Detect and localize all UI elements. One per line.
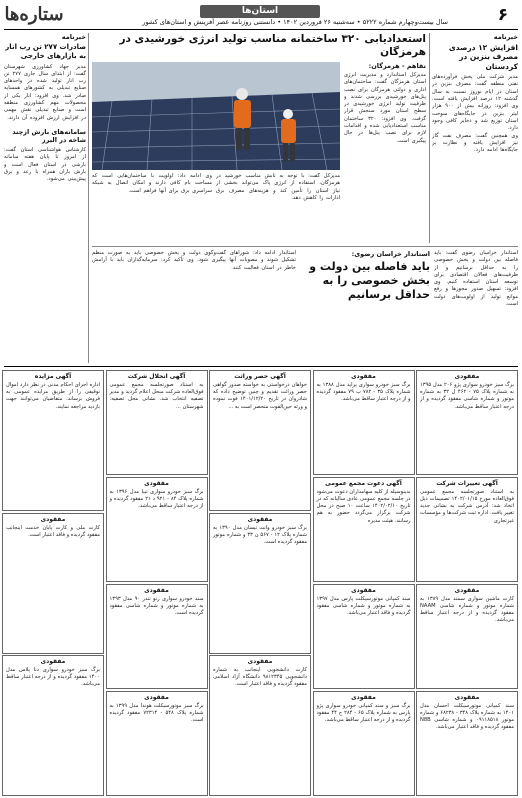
- classified-ads-area: [4, 370, 518, 794]
- classified-ad: [416, 691, 518, 796]
- newspaper-logo: ستاره‌ها: [4, 4, 64, 25]
- ad-text: به استناد صورتجلسه مجمع عمومی فوق‌العاده مورخ ۱۴۰۲/۰۱/۱۵ تصمیمات ذیل اتخاذ شد: آدرس شرکت به نشانی جدید تغییر یافت. اداره ثبت شرکت‌ها و مؤسسات غیرتجاری: [420, 488, 514, 524]
- ad-title: مفقودی: [454, 373, 480, 380]
- ad-text: کارت ملی و کارت پایان خدمت اینجانب مفقود گردیده و فاقد اعتبار است.: [6, 524, 100, 538]
- classified-ad: [416, 584, 518, 689]
- ad-text: برگ سبز خودرو سواری تیبا مدل ۱۳۹۶ به شماره پلاک ۸۴ - ۹۲۱ د ۲۱ مفقود گردیده و از درجه اعتبار ساقط می‌باشد.: [109, 488, 204, 510]
- ad-text: برگ سبز و سند کمپانی خودرو سواری پژو پارس به شماره پلاک ۶۵ - ۲۸۴ ج ۴۴ مفقود گردیده و از درجه اعتبار ساقط می‌باشد.: [316, 702, 411, 724]
- classified-ad: [106, 477, 208, 582]
- left-body: مدیر جهاد کشاورزی شهرستان گفت: از ابتدای سال جاری ۲۷۷ تن رب انار تولید شده در واحدهای صنایع تبدیلی به کشورهای همسایه صادر شد. وی افزود: انار یکی از محصولات مهم کشاورزی منطقه است و صنایع تبدیلی نقش مهمی در افزایش ارزش افزوده آن دارند.: [4, 63, 86, 121]
- right-news-column: [432, 33, 518, 243]
- ad-title: آگهی حصر وراثت: [234, 373, 286, 380]
- lead-body-2: مدیرکل گفت: با توجه به تابش مناسب خورشید در هرمزگان، استفاده از انرژی پاک می‌تواند بخشی از نیاز استان را تأمین کند و هزینه‌های مصرف برق ادارات را کاهش دهد.: [216, 173, 340, 201]
- ad-text: به استناد صورتجلسه مجمع عمومی فوق‌العاده شرکت منحل اعلام گردید و مدیر تصفیه انتخاب شد. نشانی محل تصفیه: شهرستان ...: [109, 382, 204, 410]
- divider: [88, 33, 89, 363]
- ad-text: کارت ماشین سواری سمند مدل ۱۳۸۹ به شماره موتور و شماره شاسی NAAM مفقود گردیده و از درجه اعتبار ساقط می‌باشد.: [420, 595, 514, 624]
- left-headline-2: سامانه‌های بارش ازچند شاخه در البرز: [12, 127, 86, 144]
- left-headline: صادرات ۲۷۷ تن رب انار به بازارهای خارجی: [5, 43, 86, 60]
- ad-text: برگ سبز خودرو وانت نیسان مدل ۱۳۹۰ به شماره پلاک ۱۲ - ۵۶۷ ن ۳۳ و شماره موتور مفقود گردیده است.: [213, 524, 308, 545]
- ad-text: کارت دانشجویی اینجانب به شماره دانشجویی ۹۸۱۲۳۴۵ دانشگاه آزاد اسلامی مفقود گردیده و فاقد اعتبار است.: [213, 667, 307, 688]
- ad-title: آگهی مزایده: [34, 373, 72, 380]
- lead-body-3: وی ادامه داد: اولویت با ساختمان‌هایی است که مساحت بام کافی دارند و امکان اتصال به شبکه سراسری برق برای آنها فراهم است.: [92, 173, 212, 194]
- classified-ad: [416, 370, 518, 475]
- solar-panel-photo: [92, 62, 340, 170]
- feature-column-1: [434, 250, 518, 362]
- ad-title: مفقودی: [144, 586, 169, 594]
- lead-column-2: [216, 173, 340, 243]
- ad-title: مفقودی: [40, 515, 66, 523]
- ad-title: آگهی تغییرات شرکت: [436, 479, 498, 487]
- classified-ad: [106, 691, 208, 796]
- right-body-2: وی همچنین گفت: مصرف نفت گاز نیز افزایش یافته و نظارت بر جایگاه‌ها ادامه دارد.: [432, 132, 518, 154]
- ad-text: سند خودرو سواری رنو تندر ۹۰ مدل ۱۳۹۳ به شماره موتور و شماره شاسی مفقود گردیده است.: [109, 595, 204, 617]
- page-number: ۶: [497, 5, 509, 25]
- ad-title: آگهی دعوت مجمع عمومی: [325, 479, 402, 487]
- ad-title: مفقودی: [454, 586, 480, 594]
- right-kicker: خبرنامه: [493, 33, 518, 41]
- ad-title: مفقودی: [351, 586, 376, 594]
- left-news-column: [4, 33, 86, 363]
- divider: [92, 246, 518, 247]
- ad-text: بدینوسیله از کلیه سهامداران دعوت می‌شود در جلسه مجمع عمومی عادی سالیانه که در تاریخ ۱۴۰۲/۰۲/۱۰ ساعت ۱۰ صبح در محل شرکت برگزار می‌گردد حضور به هم رسانند. هیئت مدیره: [316, 488, 411, 524]
- lead-dateline: نقاهم - هرمزگان:: [368, 62, 426, 70]
- ad-text: برگ سبز موتورسیکلت هوندا مدل ۱۳۹۹ به شماره پلاک ۵۴۸ - ۷۲۳۱۴ مفقود گردیده است.: [109, 702, 204, 724]
- ad-title: مفقودی: [247, 658, 273, 665]
- lead-headline-box: [92, 33, 426, 59]
- classified-ad: [209, 513, 311, 654]
- classified-ad: [2, 655, 104, 796]
- ad-text: سند کمپانی موتورسیکلت احسان مدل ۱۴۰۱ به شماره پلاک ۳۴۸ - ۶۸۲۳۸ و شماره موتور ۰۹۱۱۸۵۱۸ و شماره شاسی N8B مفقود گردیده و فاقد اعتبار می‌باشد.: [420, 702, 515, 731]
- classified-ad: [313, 584, 415, 689]
- feature-body: استاندار خراسان رضوی گفت: باید فاصله بین دولت و بخش خصوصی را به حداقل برسانیم و از ظرفیت‌های فعالان اقتصادی برای توسعه استان استفاده کنیم. وی افزود: تسهیل صدور مجوزها و رفع موانع تولید از اولویت‌های دولت است.: [434, 250, 518, 308]
- classified-ad: [416, 477, 518, 582]
- masthead-rule: [4, 29, 518, 30]
- classified-ad: [2, 513, 104, 654]
- ad-title: مفقودی: [144, 693, 169, 701]
- left-body-2: کارشناس هواشناسی استان گفت: از امروز تا پایان هفته سامانه بارشی در استان فعال است و بارش باران همراه با رعد و برق پیش‌بینی می‌شود.: [4, 147, 86, 183]
- ad-text: سند کمپانی موتورسیکلت پارس مدل ۱۳۹۷ به شماره موتور و شماره شاسی مفقود گردیده و فاقد اعتبار می‌باشد.: [316, 595, 411, 617]
- lead-headline: استعدادیابی ۳۲۰ ساختمانه مناسب تولید انرژی خورشیدی در هرمزگان: [119, 33, 426, 59]
- right-body: مدیر شرکت ملی پخش فرآورده‌های نفتی منطقه گفت: مصرف بنزین در استان در ایام نوروز نسبت به سال گذشته ۱۲ درصد افزایش یافته است. وی افزود: روزانه بیش از ۹۰۰ هزار لیتر بنزین در جایگاه‌های سوخت استان توزیع شد و ذخایر کافی وجود دارد.: [432, 74, 518, 132]
- ad-text: برگ سبز خودرو سواری دنا پلاس مدل ۱۴۰۰ مفقود گردیده و از درجه اعتبار ساقط می‌باشد.: [6, 667, 100, 688]
- ad-text: خواهان درخواستی به خواسته صدور گواهی حصر وراثت تقدیم و چنین توضیح داده که شادروان در تاریخ ۱۴۰۱/۱۲/۲۰ فوت نموده و ورثه حین‌الفوت منحصر است به ...: [213, 382, 307, 410]
- feature-column-2: [92, 250, 296, 362]
- feature-headline: باید فاصله بین دولت و بخش خصوصی را به حداقل برسانیم: [309, 260, 430, 301]
- ad-title: مفقودی: [351, 373, 376, 380]
- classified-ad: [313, 477, 415, 582]
- ad-title: مفقودی: [40, 658, 66, 665]
- ad-title: مفقودی: [247, 515, 273, 523]
- ad-title: مفقودی: [454, 693, 480, 701]
- masthead: [4, 3, 518, 29]
- ad-text: اداره اجرای احکام مدنی در نظر دارد اموال توقیفی را از طریق مزایده عمومی به فروش برساند. متقاضیان می‌توانند جهت بازدید مراجعه نمایند.: [6, 382, 100, 410]
- classified-ad: [106, 584, 208, 689]
- ad-title: مفقودی: [351, 693, 376, 701]
- lead-body-1: مدیرکل استاندارد و مدیریت انرژی استان هرمزگان گفت: ساختمان‌های اداری و دولتی هرمزگان برای نصب پنل‌های خورشیدی بررسی شدند و ظرفیت تولید انرژی خورشیدی در سطح استان مورد سنجش قرار گرفت. وی افزود: ۳۲۰ ساختمان مناسب استعدادیابی شده و اقدامات لازم برای نصب پنل‌ها در حال پیگیری است.: [344, 72, 426, 144]
- ad-title: آگهی انحلال شرکت: [127, 373, 186, 380]
- classified-ad: [209, 655, 311, 796]
- lead-column-3: [92, 173, 212, 243]
- feature-kicker: استاندار خراسان رضوی:: [351, 250, 430, 258]
- classified-ad: [106, 370, 208, 475]
- ad-text: برگ سبز خودرو سواری پراید مدل ۱۳۸۸ به شماره پلاک ۳۵ - ۷۸۲ ب ۷۹ مفقود گردیده و از درجه اعتبار ساقط می‌باشد.: [316, 382, 411, 403]
- lead-column-1: [344, 62, 426, 242]
- issue-line: سال بیست‌وچهارم شماره ۵۲۲۲ • سه‌شنبه ۲۶ فروردین ۱۴۰۲ • دانستنی روزنامه عصر آفرینش و استان‌های کشور: [142, 18, 448, 26]
- left-kicker: خبرنامه: [61, 33, 86, 41]
- right-headline: افزایش ۱۲ درصدی مصرف بنزین در کردستان: [448, 43, 518, 71]
- section-title: استان‌ها: [200, 5, 320, 18]
- classified-ad: [2, 370, 104, 511]
- classified-ad: [313, 370, 415, 475]
- classified-ad: [313, 691, 415, 796]
- divider: [4, 366, 518, 367]
- feature-body-2: استاندار ادامه داد: شوراهای گفت‌وگوی دولت و بخش خصوصی باید به صورت منظم تشکیل شوند و مصوبات آنها پیگیری شود. وی تأکید کرد: سرمایه‌گذاران باید با آرامش خاطر در استان فعالیت کنند.: [92, 250, 296, 271]
- classified-ad: [209, 370, 311, 511]
- ad-title: مفقودی: [144, 479, 169, 487]
- ad-text: برگ سبز خودرو سواری پژو ۲۰۶ مدل ۱۳۹۵ به شماره پلاک ۷۵ - ۴۶۲ ل ۳۲ به شماره موتور و شماره شاسی مفقود گردیده و از درجه اعتبار ساقط می‌باشد.: [420, 382, 514, 410]
- feature-headline-box: [300, 250, 430, 362]
- divider: [429, 33, 430, 243]
